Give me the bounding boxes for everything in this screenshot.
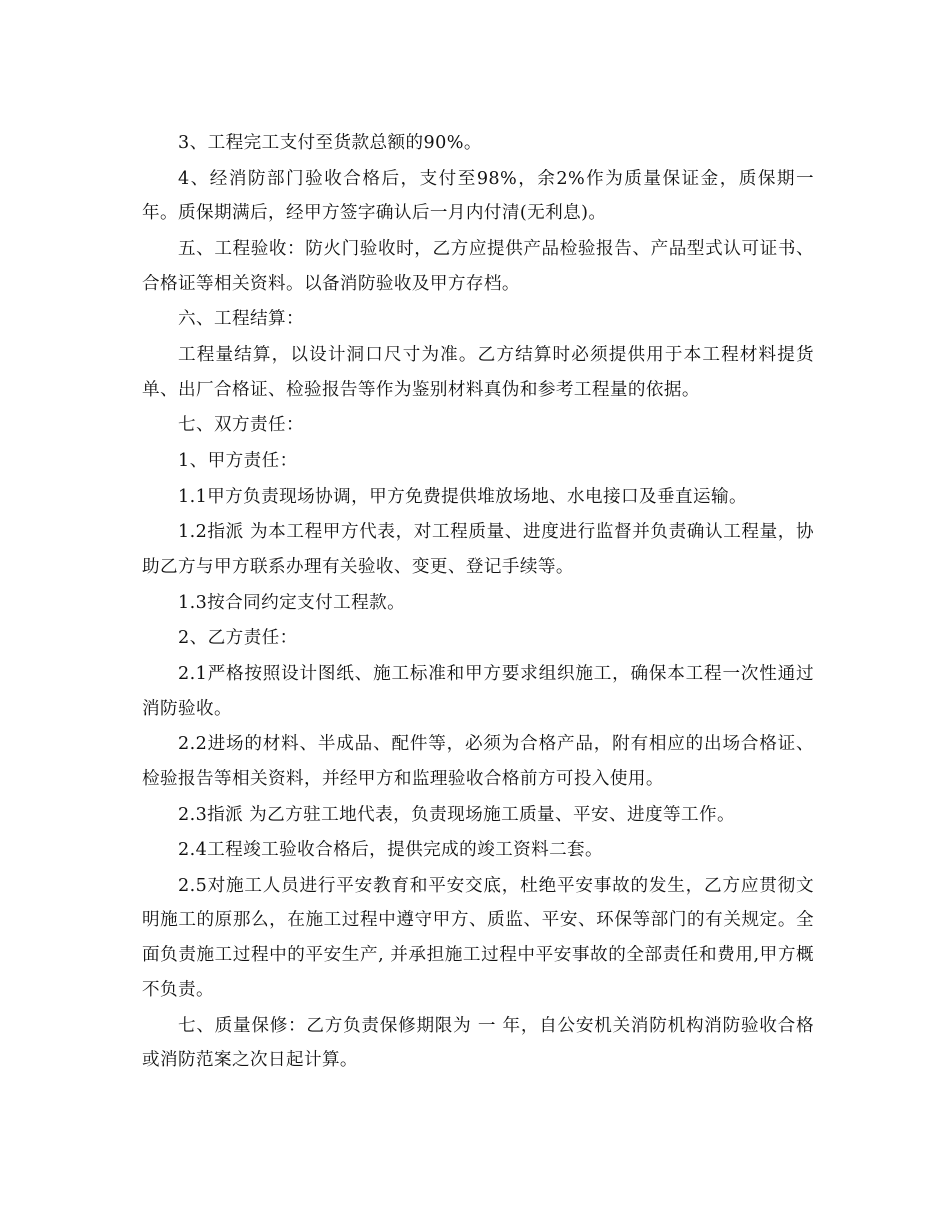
paragraph-party-b-2-4: 2.4工程竣工验收合格后，提供完成的竣工资料二套。 [178, 840, 604, 861]
paragraph-party-a-1-3: 1.3按合同约定支付工程款。 [178, 592, 406, 613]
paragraph-party-b-2-5: 2.5对施工人员进行平安教育和平安交底，杜绝平安事故的发生，乙方应贯彻文明施工的原那么，在施工过程中遵守甲方、质监、平安、环保等部门的有关规定。全面负责施工过程中的平安生产, 并承担施工过程中平安事故的全部责任和费用,甲方概不负责。 [142, 875, 814, 1001]
paragraph-party-a-heading: 1、甲方责任： [178, 450, 298, 471]
paragraph-payment-3: 3、工程完工支付至货款总额的90%。 [178, 133, 482, 153]
paragraph-party-a-1-1: 1.1甲方负责现场协调，甲方免费提供堆放场地、水电接口及垂直运输。 [178, 486, 747, 507]
paragraph-party-a-1-2: 1.2指派 为本工程甲方代表，对工程质量、进度进行监督并负责确认工程量，协助乙方与甲方联系办理有关验收、变更、登记手续等。 [142, 522, 814, 577]
paragraph-payment-4: 4、经消防部门验收合格后，支付至98%，余2%作为质量保证金，质保期一年。质保期满后，经甲方签字确认后一月内付清(无利息)。 [142, 168, 814, 224]
paragraph-acceptance: 五、工程验收：防火门验收时，乙方应提供产品检验报告、产品型式认可证书、合格证等相关资料。以备消防验收及甲方存档。 [142, 238, 814, 294]
paragraph-party-b-2-2: 2.2进场的材料、半成品、配件等，必须为合格产品，附有相应的出场合格证、检验报告等相关资料，并经甲方和监理验收合格前方可投入使用。 [142, 734, 814, 789]
document-body [142, 126, 814, 1079]
paragraph-settlement-body: 工程量结算，以设计洞口尺寸为准。乙方结算时必须提供用于本工程材料提货单、出厂合格证、检验报告等作为鉴别材料真伪和参考工程量的依据。 [142, 344, 814, 400]
paragraph-party-b-2-3: 2.3指派 为乙方驻工地代表，负责现场施工质量、平安、进度等工作。 [178, 804, 735, 825]
paragraph-responsibilities-heading: 七、双方责任： [178, 415, 304, 436]
paragraph-settlement-heading: 六、工程结算： [178, 309, 304, 330]
paragraph-warranty: 七、质量保修：乙方负责保修期限为 一 年，自公安机关消防机构消防验收合格或消防范案之次日起计算。 [142, 1015, 814, 1071]
paragraph-party-b-heading: 2、乙方责任： [178, 628, 298, 649]
paragraph-party-b-2-1: 2.1严格按照设计图纸、施工标准和甲方要求组织施工，确保本工程一次性通过消防验收。 [142, 663, 814, 719]
